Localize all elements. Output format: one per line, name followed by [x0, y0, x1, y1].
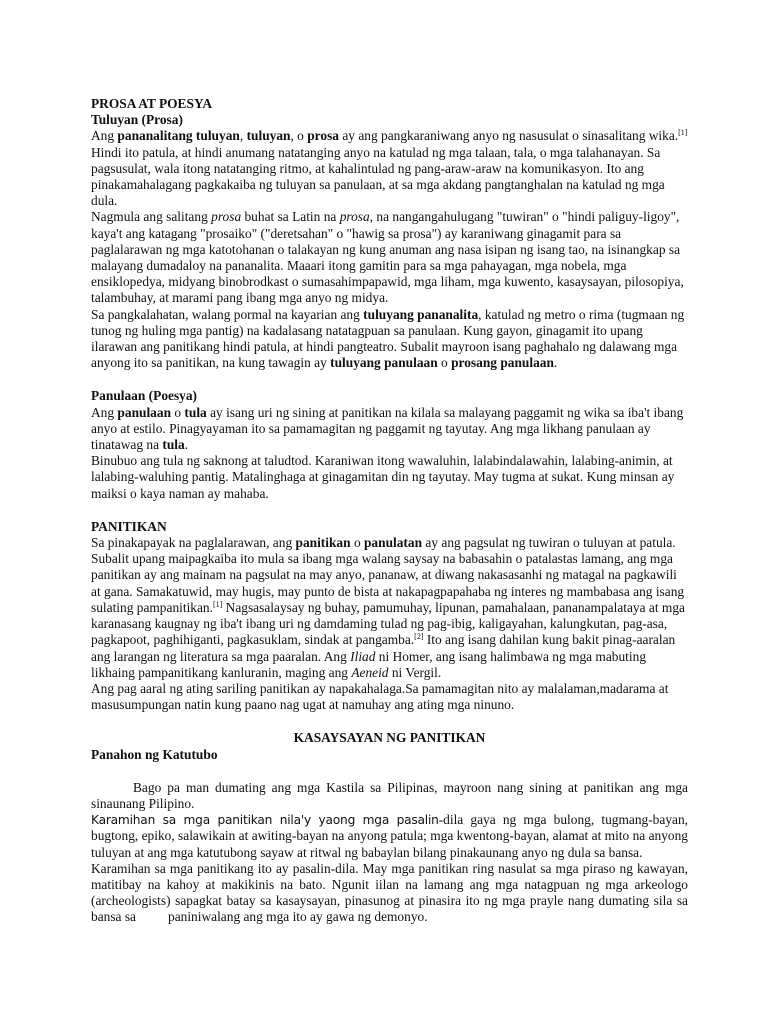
text-run: , katulad ng metro o rima (tugmaan ng tunog ng huling mga pantig) na kadalasang natatagpuan sa panulaan. Kung gayon, ginagamit ito upang ilarawan ang panitikang hindi patula, at hindi pangteatro. Subalit mayroon isang paghahalo ng dalawang mga anyong ito sa panitikan, na kung tawagin ay: [91, 306, 685, 371]
section-spacer: [91, 502, 688, 519]
text-run: .: [553, 355, 558, 371]
section-heading-panulaan: Panulaan (Poesya): [91, 388, 198, 404]
bold-term: panulaan: [117, 404, 172, 420]
text-run: -dila gaya ng mga bulong, tugmang-bayan, bugtong, epiko, salawikain at awiting-bayan na anyong patula; mga kwentong-bayan, alamat at mito na anyong tuluyan at ang mga katutubong sayaw at ritwal ng babaylan bilang pinakaunang anyo ng dula sa bansa.: [91, 812, 688, 860]
text-run: o: [437, 355, 452, 371]
bold-term: prosang panulaan: [451, 355, 554, 371]
text-run: Ito ang isang dahilan kung bakit pinag-aaralan ang larangan ng literatura sa mga paaralan. Ang: [91, 632, 676, 664]
section-kasaysayan: [91, 730, 688, 925]
section-heading-kasaysayan: KASAYSAYAN NG PANITIKAN: [293, 730, 486, 746]
text-run: Sa pinakapayak na paglalarawan, ang: [91, 535, 296, 551]
text-run: Ang: [91, 404, 118, 420]
text-run: ay isang uri ng sining at panitikan na kilala sa malayang paggamit ng wika sa iba't ibang anyo at estilo. Pinagyayaman ito sa pamamagitan ng paggamit ng tayutay. Ang mga likhang panulaan ay tinatawag na: [91, 404, 684, 453]
text-run: , na nangangahulugang "tuwiran" o "hindi paliguy-ligoy", kaya't ang katagang "prosaiko" ("deretsahan" o "hawig sa prosa") ay karaniwang ginagamit para sa paglalarawan ng mga katotohanan o talakayan ng kung anuman ang nasa isipan ng isang tao, na isinangkap sa malayang dumadaloy na pananalita. Maaari itong gamitin para sa mga pahayagan, mga nobela, mga ensiklopedya, midyang binobrodkast o sumasahimpapawid, mga liham, mga kuwento, kasaysayan, pilosopiya, talambuhay, at marami pang ibang mga anyo ng midya.: [91, 209, 684, 306]
italic-term: Iliad: [350, 648, 376, 664]
italic-term: prosa: [211, 209, 242, 225]
paragraph-tuluyan-definition: [91, 128, 688, 209]
paragraph-panitikan-definition: [91, 535, 688, 681]
text-run: o: [350, 535, 364, 551]
paragraph-panitikan-importance: Ang pag aaral ng ating sariling panitikan ay napakahalaga.Sa pamamagitan nito ay malalaman,madarama at masusumpungan natin kung paano nag ugat at namuhay ang ating mga ninuno.: [91, 680, 669, 713]
bold-term: pananalitang tuluyan: [117, 128, 240, 144]
paragraph-prosa-origin: [91, 209, 688, 306]
text-run: Nagsasalaysay ng buhay, pamumuhay, lipunan, pamahalaan, pananampalataya at mga karanasang kaugnay ng iba't ibang uri ng damdaming tulad ng pag-ibig, kaligayahan, kalungkutan, pag-asa, pagkapoot, paghihiganti, pagkasuklam, sindak at pangamba.: [91, 599, 685, 648]
footnote-ref[interactable]: [1]: [678, 128, 688, 138]
paragraph-pasalin-dila: [91, 812, 688, 861]
bold-term: tuluyang panulaan: [330, 355, 438, 371]
text-run: Karamihan sa mga panitikang ito ay pasalin-dila. May mga panitikan ring nasulat sa mga piraso ng kawayan, matitibay na kahoy at makikinis na bato. Ngunit iilan na lamang ang mga natagpuan ng mga arkeologo (archeologists) sapagkat batay sa kasaysayan, pinasunog at pinasira ito ng mga prayle nang dumating sila sa bansa sa: [91, 860, 688, 925]
text-run: .: [184, 437, 189, 453]
paragraph-nasulat-na-panitikan: [91, 861, 688, 926]
text-run: ay ang pangkaraniwang anyo ng nasusulat o sinasalitang wika.: [339, 128, 679, 144]
section-spacer: [91, 713, 688, 730]
section-panulaan: [91, 388, 688, 501]
section-heading-panitikan: PANITIKAN: [91, 518, 167, 534]
bold-term: tula: [184, 404, 207, 420]
text-run: Nagmula ang salitang: [91, 209, 212, 225]
section-spacer: [91, 371, 688, 388]
text-run: paniniwalang ang mga ito ay gawa ng demonyo.: [168, 909, 428, 925]
paragraph-tuluyan-structure: [91, 307, 688, 372]
section-heading-tuluyan: Tuluyan (Prosa): [91, 112, 183, 128]
bold-term: tuluyang pananalita: [363, 306, 479, 322]
bold-term: panulatan: [363, 535, 423, 551]
text-run: buhat sa Latin na: [241, 209, 340, 225]
paragraph-tula-structure: Binubuo ang tula ng saknong at taludtod. Karaniwan itong wawaluhin, lalabindalawahin, lalabing-animin, at lalabing-waluhing pantig. Matalinghaga at ginagamitan din ng tayutay. May tugma at sukat. Kung minsan ay maiksi o kaya naman ay mahaba.: [91, 453, 675, 501]
text-run: , o: [290, 128, 308, 144]
footnote-ref[interactable]: [2]: [414, 632, 424, 642]
handwritten-style-text: Karamihan sa mga panitikan nila'y yaong mga pasalin: [91, 813, 439, 828]
text-run: ni Vergil.: [388, 664, 442, 680]
subheading-panahon-ng-katutubo: Panahon ng Katutubo: [91, 746, 218, 762]
section-spacer: [91, 763, 688, 780]
paragraph-panulaan-definition: [91, 405, 688, 454]
text-run: Ang: [91, 128, 118, 144]
section-tuluyan: [91, 112, 688, 371]
footnote-ref[interactable]: [1]: [212, 599, 223, 609]
text-run: ,: [239, 128, 247, 144]
bold-term: tuluyan: [246, 128, 291, 144]
text-run: ni Homer, ang isang halimbawa ng mga mabuting likhaing pampanitikang kanluranin, maging ang: [91, 648, 647, 680]
document-title: PROSA AT POESYA: [91, 96, 213, 111]
italic-term: prosa: [339, 209, 370, 225]
paragraph-katutubo-intro: Bago pa man dumating ang mga Kastila sa Pilipinas, mayroon nang sining at panitikan ang mga sinaunang Pilipino.: [91, 779, 688, 811]
italic-term: Aeneid: [351, 664, 389, 680]
text-run: ay ang pagsulat ng tuwiran o tuluyan at patula. Subalit upang maipagkaiba ito mula sa ibang mga walang saysay na babasahin o patalastas lamang, ang mga panitikan ay ang mainam na pagsulat na may anyo, pananaw, at diwang nakasasanhi ng matagal na pagkawili at gana. Samakatuwid, may hugis, may punto de bista at nakapagpapahaba ng interes ng mambabasa ang isang sulating pampanitikan.: [91, 535, 685, 615]
text-run: Sa pangkalahatan, walang pormal na kayarian ang: [91, 306, 364, 322]
section-panitikan: [91, 519, 688, 713]
bold-term: tula: [162, 437, 185, 453]
bold-term: prosa: [307, 128, 339, 144]
text-run: Hindi ito patula, at hindi anumang natatanging anyo na katulad ng mga talaan, tala, o mga talahanayan. Sa pagsusulat, wala itong natatanging ritmo, at kahalintulad ng pang-araw-araw na komunikasyon. Ito ang pinakamahalagang pagkakaiba ng tuluyan sa panulaan, at sa mga akdang pangtanghalan na katulad ng mga dula.: [91, 144, 665, 209]
text-run: o: [171, 404, 185, 420]
bold-term: panitikan: [295, 535, 351, 551]
